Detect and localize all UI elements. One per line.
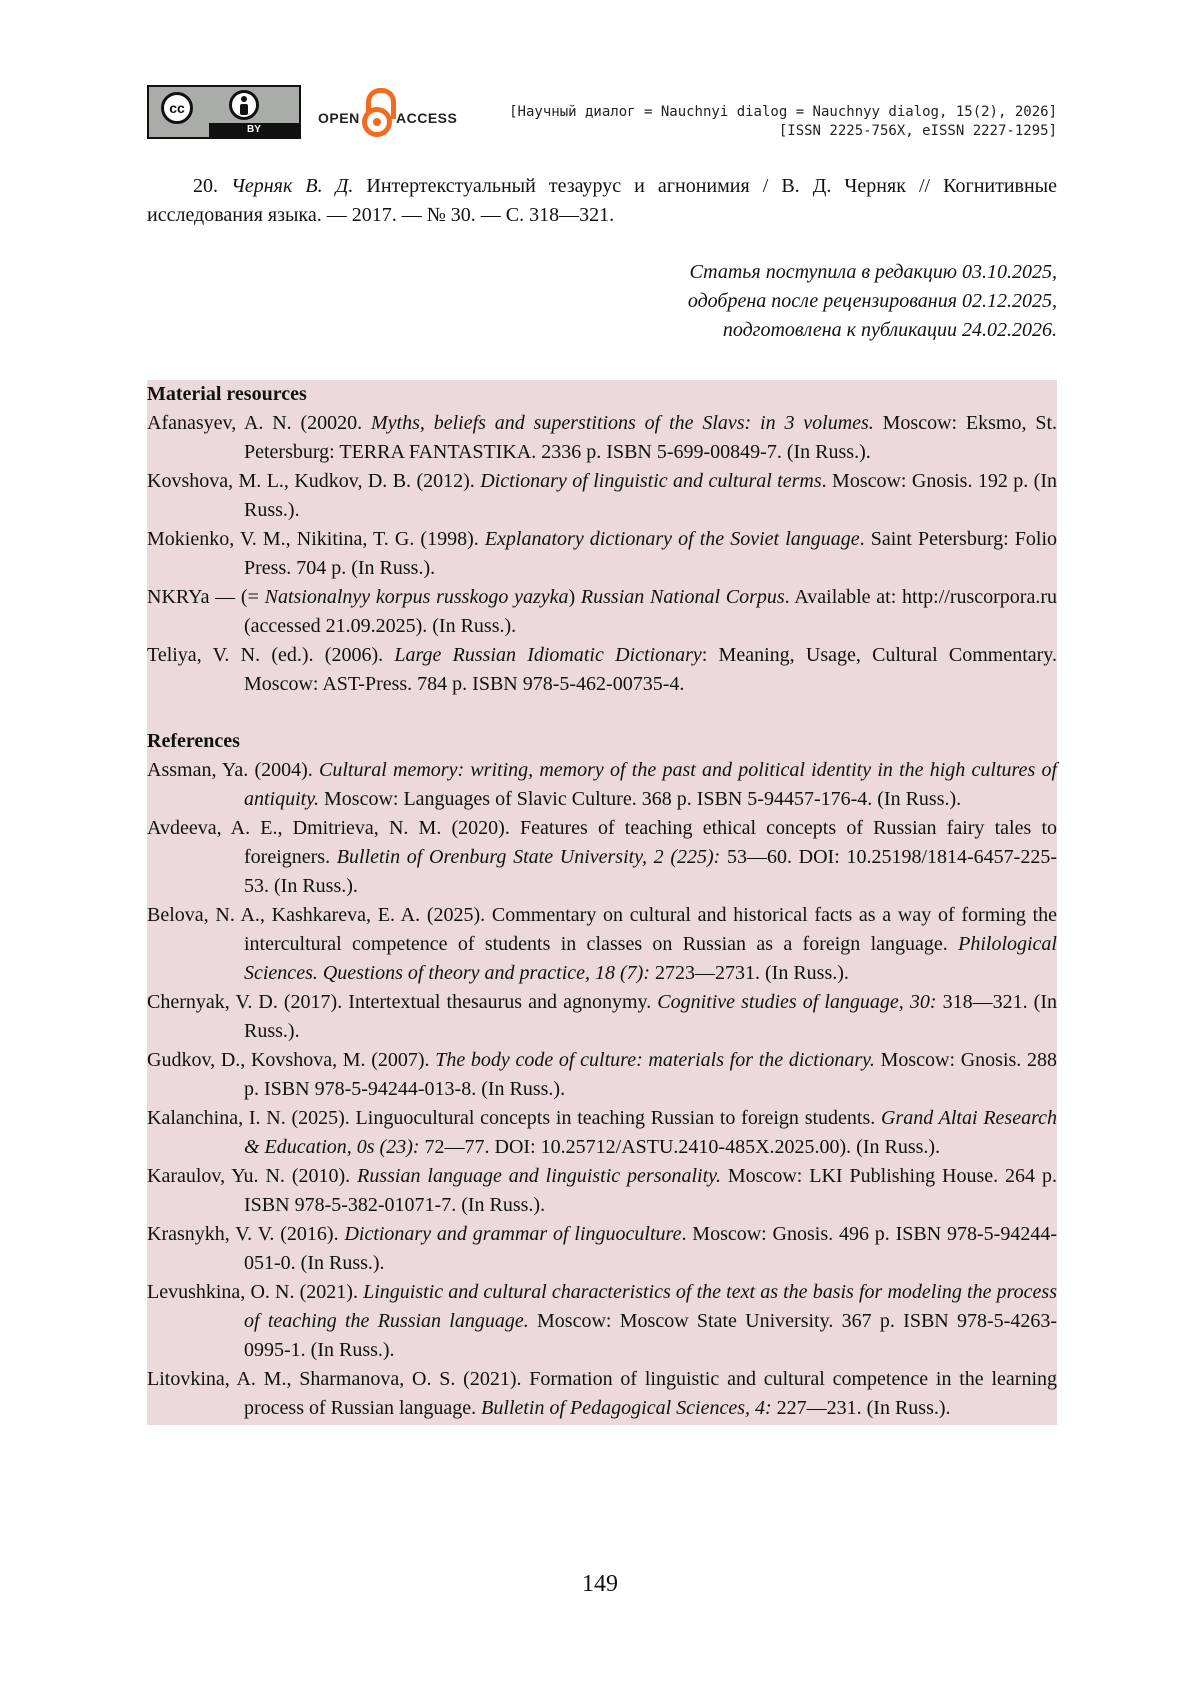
reference-text: Karaulov, Yu. N. (2010). [147, 1165, 358, 1187]
license-by-label: BY [209, 123, 299, 137]
reference-text: Chernyak, V. D. (2017). Intertextual thesaurus and agnonymy. [147, 991, 658, 1013]
journal-citation [509, 103, 1057, 141]
reference-title: Cognitive studies of language, 30: [657, 991, 937, 1013]
open-access-word-access: ACCESS [396, 110, 458, 126]
reference-title: Dictionary of linguistic and cultural terms [480, 470, 822, 492]
material-resources-heading: Material resources [147, 383, 307, 405]
reference-title: Bulletin of Pedagogical Sciences, 4: [481, 1397, 772, 1419]
reference-text: Moscow: Eksmo, St. Petersburg: TERRA FANTASTIKA. 2336 p. ISBN 5-699-00849-7. (In Russ.). [244, 412, 1057, 463]
reference-number: 20. [193, 175, 218, 197]
reference-text: Mokienko, V. M., Nikitina, T. G. (1998). [147, 528, 485, 550]
journal-line-2: [ISSN 2225-756X, eISSN 2227-1295] [778, 123, 1057, 139]
reference-text: . Available at: http://ruscorpora.ru (accessed 21.09.2025). (In Russ.). [244, 586, 1057, 637]
reference-entry [147, 641, 1057, 699]
reference-text: 72—77. DOI: 10.25712/ASTU.2410-485X.2025.00). (In Russ.). [419, 1136, 941, 1158]
reference-author: Черняк В. Д. [231, 175, 354, 197]
open-access-logo [318, 85, 478, 141]
reference-text: Afanasyev, A. N. (20020. [147, 412, 372, 434]
references-list [147, 756, 1057, 1423]
reference-text: Gudkov, D., Kovshova, M. (2007). [147, 1049, 436, 1071]
open-access-word-open: OPEN [318, 110, 360, 126]
reference-20 [147, 172, 1057, 230]
english-references-block [147, 380, 1057, 1425]
reference-text: Belova, N. A., Kashkareva, E. A. (2025). Commentary on cultural and historical facts as a way of forming the intercultural competence of students in classes on Russian as a foreign language. [147, 904, 1057, 955]
reference-text: Krasnykh, V. V. (2016). [147, 1223, 345, 1245]
reference-text: Moscow: Moscow State University. 367 p. ISBN 978-5-4263-0995-1. (In Russ.). [244, 1310, 1057, 1361]
reference-text: 53—60. DOI: 10.25198/1814-6457-225-53. (In Russ.). [244, 846, 1057, 897]
reference-entry [147, 1046, 1057, 1104]
reference-text: 318—321. (In Russ.). [244, 991, 1058, 1042]
page-header [147, 85, 1057, 145]
reference-entry [147, 901, 1057, 988]
reference-text: Avdeeva, A. E., Dmitrieva, N. M. (2020). Features of teaching ethical concepts of Russian fairy tales to foreigners. [147, 817, 1057, 868]
reference-text: . Saint Petersburg: Folio Press. 704 p. (In Russ.). [244, 528, 1058, 579]
reference-text: Teliya, V. N. (ed.). (2006). [147, 644, 395, 666]
article-dates [147, 258, 1057, 345]
reference-entry [147, 525, 1057, 583]
reference-title: Philological Sciences. Questions of theory and practice, 18 (7): [244, 933, 1057, 984]
reference-entry [147, 1365, 1057, 1423]
reference-entry [147, 1104, 1057, 1162]
reference-text: Интертекстуальный тезаурус и агнонимия / В. Д. Черняк // Когнитивные исследования языка. — 2017. — № 30. — С. 318—321. [147, 175, 1057, 226]
approved-date: одобрена после рецензирования 02.12.2025, [687, 290, 1057, 312]
reference-title: Russian National Corpus [580, 586, 785, 608]
reference-title: Explanatory dictionary of the Soviet language [484, 528, 860, 550]
reference-text: Levushkina, O. N. (2021). [147, 1281, 364, 1303]
prepared-date: подготовлена к публикации 24.02.2026. [722, 319, 1057, 341]
reference-entry [147, 1278, 1057, 1365]
reference-entry [147, 467, 1057, 525]
reference-title: Linguistic and cultural characteristics of the text as the basis for modeling the process of teaching the Russian language. [244, 1281, 1057, 1332]
creative-commons-icon: cc [161, 92, 193, 124]
reference-text: . Moscow: Gnosis. 496 p. ISBN 978-5-94244-051-0. (In Russ.). [244, 1223, 1058, 1274]
reference-text: Kovshova, M. L., Kudkov, D. B. (2012). [147, 470, 481, 492]
reference-entry [147, 988, 1057, 1046]
reference-title: The body code of culture: materials for the dictionary. [435, 1049, 875, 1071]
reference-text: Moscow: Gnosis. 288 p. ISBN 978-5-94244-013-8. (In Russ.). [244, 1049, 1057, 1100]
reference-entry [147, 756, 1057, 814]
reference-title: Russian language and linguistic personality. [357, 1165, 721, 1187]
reference-entry [147, 583, 1057, 641]
reference-entry [147, 1220, 1057, 1278]
reference-title: Cultural memory: writing, memory of the past and political identity in the high cultures of antiquity. [244, 759, 1058, 810]
reference-title: Grand Altai Research & Education, 0s (23): [244, 1107, 1057, 1158]
reference-entry [147, 1162, 1057, 1220]
reference-text: : Meaning, Usage, Cultural Commentary. Moscow: AST-Press. 784 p. ISBN 978-5-462-00735-4. [244, 644, 1058, 695]
reference-text: Assman, Ya. (2004). [147, 759, 320, 781]
reference-title: Myths, beliefs and superstitions of the Slavs: in 3 volumes. [371, 412, 874, 434]
reference-entry [147, 814, 1057, 901]
reference-text: 2723—2731. (In Russ.). [650, 962, 849, 984]
attribution-icon [229, 90, 259, 120]
reference-text: 227—231. (In Russ.). [771, 1397, 951, 1419]
reference-title: Bulletin of Orenburg State University, 2 (225): [336, 846, 721, 868]
references-heading: References [147, 730, 240, 752]
reference-title: Natsionalnyy korpus russkogo yazyka [264, 586, 569, 608]
reference-text: Kalanchina, I. N. (2025). Linguocultural concepts in teaching Russian to foreign students. [147, 1107, 882, 1129]
reference-title: Dictionary and grammar of linguoculture [344, 1223, 682, 1245]
received-date: Статья поступила в редакцию 03.10.2025, [689, 261, 1057, 283]
open-access-lock-ring [362, 107, 392, 137]
reference-title: Large Russian Idiomatic Dictionary [394, 644, 702, 666]
reference-text: NKRYa — (= [147, 586, 265, 608]
reference-text: Moscow: LKI Publishing House. 264 p. ISBN 978-5-382-01071-7. (In Russ.). [244, 1165, 1057, 1216]
page-number: 149 [582, 1571, 618, 1597]
reference-text: . Moscow: Gnosis. 192 p. (In Russ.). [244, 470, 1057, 521]
reference-text: ) [568, 586, 581, 608]
material-resources-list [147, 409, 1057, 699]
reference-text: Moscow: Languages of Slavic Culture. 368 p. ISBN 5-94457-176-4. (In Russ.). [319, 788, 962, 810]
reference-entry [147, 409, 1057, 467]
journal-line-1: [Научный диалог = Nauchnyi dialog = Nauchnyy dialog, 15(2), 2026] [509, 104, 1057, 120]
cc-by-license-badge[interactable] [147, 85, 301, 139]
reference-text: Litovkina, A. M., Sharmanova, O. S. (2021). Formation of linguistic and cultural competence in the learning process of Russian language. [147, 1368, 1057, 1419]
